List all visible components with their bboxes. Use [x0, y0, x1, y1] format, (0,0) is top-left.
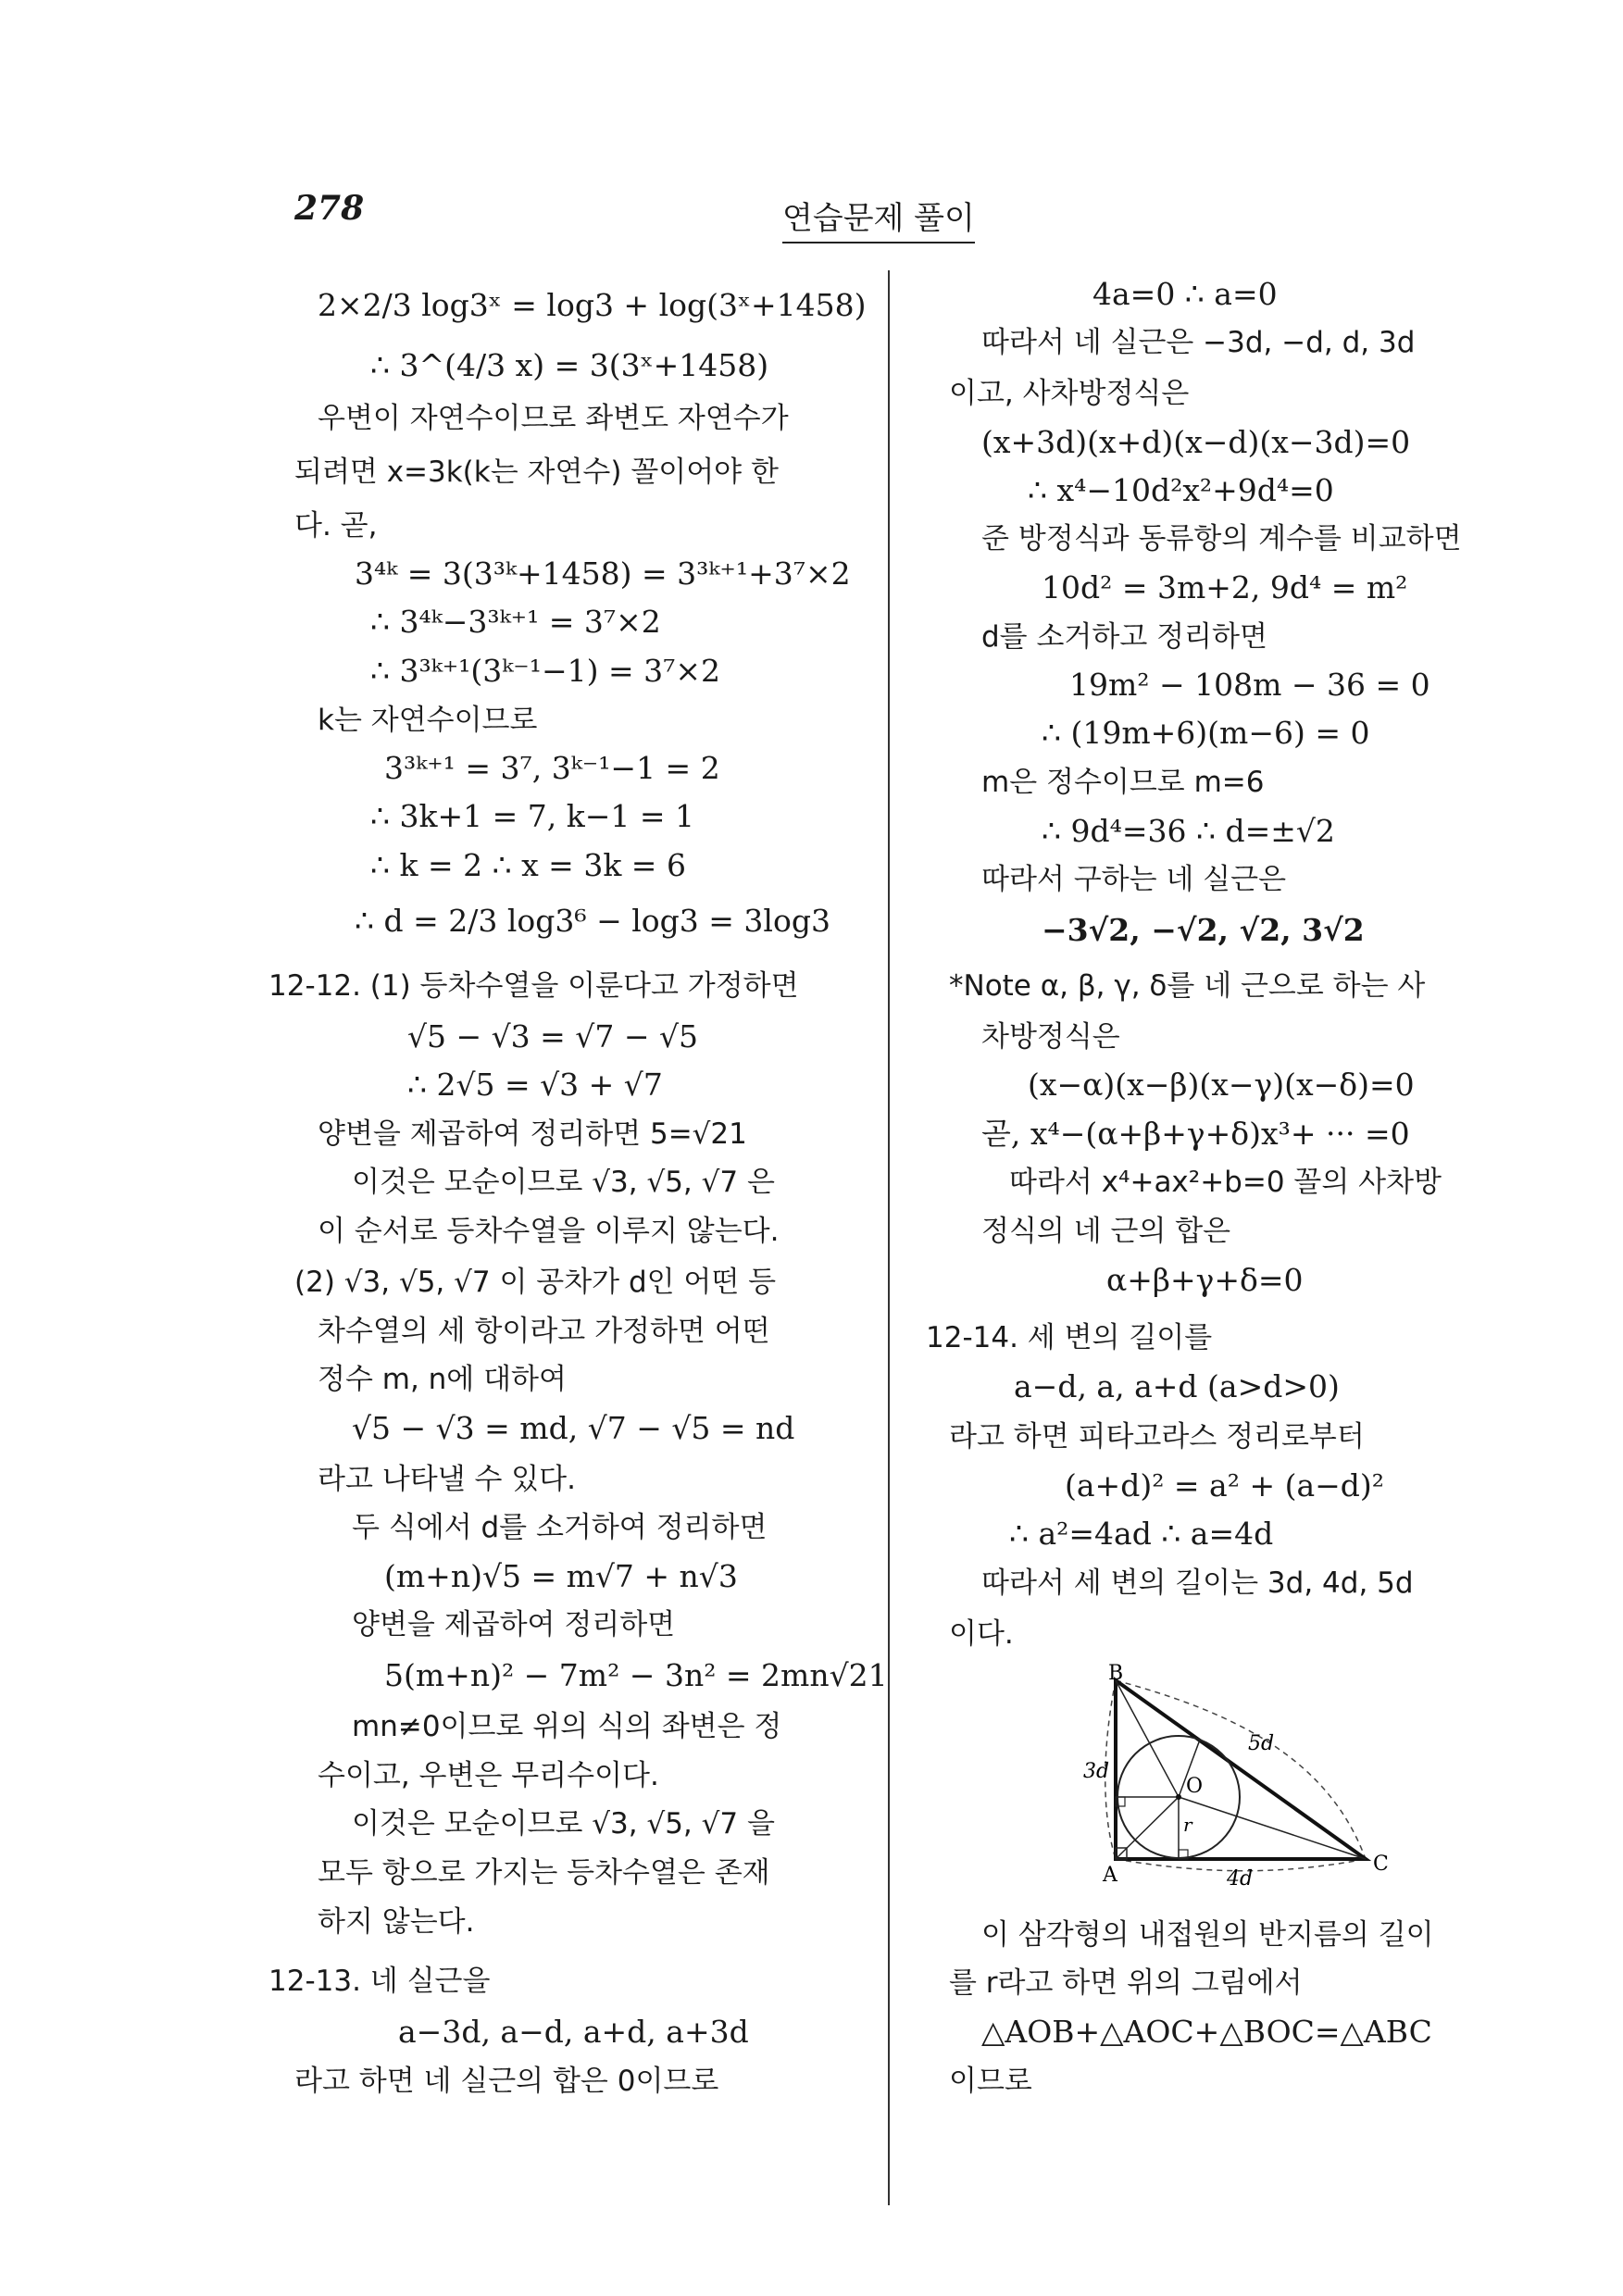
text-line: 이 삼각형의 내접원의 반지름의 길이	[981, 1918, 1434, 1952]
text-line: (x+3d)(x+d)(x−d)(x−3d)=0	[981, 424, 1411, 460]
text-line: ∴ 9d⁴=36 ∴ d=±√2	[1042, 813, 1335, 849]
text-line: a−3d, a−d, a+d, a+3d	[398, 2014, 749, 2050]
radius-r-label: r	[1183, 1814, 1192, 1836]
text-line: ∴ d = 2/3 log3⁶ − log3 = 3log3	[355, 903, 830, 939]
text-line: 3⁴ᵏ = 3(3³ᵏ+1458) = 3³ᵏ⁺¹+3⁷×2	[355, 555, 851, 592]
text-line: mn≠0이므로 위의 식의 좌변은 정	[352, 1710, 782, 1743]
text-line: ∴ 3⁴ᵏ−3³ᵏ⁺¹ = 3⁷×2	[370, 604, 661, 640]
text-line: 이므로	[949, 2065, 1032, 2098]
center-o-label: O	[1186, 1775, 1204, 1798]
text-line: m은 정수이므로 m=6	[981, 766, 1265, 799]
text-line: 양변을 제곱하여 정리하면	[352, 1608, 676, 1641]
text-line: 따라서 x⁴+ax²+b=0 꼴의 사차방	[1009, 1166, 1442, 1199]
text-line: 라고 나타낼 수 있다.	[318, 1463, 576, 1496]
text-line: 4a=0 ∴ a=0	[1092, 276, 1278, 312]
vertex-a-label: A	[1103, 1864, 1117, 1887]
page-number: 278	[294, 189, 365, 228]
text-line: 정수 m, n에 대하여	[318, 1363, 567, 1396]
text-line: (m+n)√5 = m√7 + n√3	[384, 1558, 738, 1594]
side-ac-label: 4d	[1227, 1867, 1254, 1890]
vertex-b-label: B	[1108, 1662, 1124, 1685]
text-line: 두 식에서 d를 소거하여 정리하면	[352, 1511, 768, 1544]
column-divider	[888, 270, 890, 2205]
text-line: 차방정식은	[981, 1020, 1120, 1054]
text-line: 따라서 네 실근은 −3d, −d, d, 3d	[981, 326, 1416, 359]
problem-12-13-heading: 12-13. 네 실근을	[268, 1965, 491, 1998]
text-line: 곧, x⁴−(α+β+γ+δ)x³+ ··· =0	[981, 1116, 1410, 1152]
vertex-c-label: C	[1373, 1853, 1389, 1876]
text-line: 이 순서로 등차수열을 이루지 않는다.	[318, 1215, 780, 1248]
text-line: 이고, 사차방정식은	[949, 377, 1190, 410]
text-line: 5(m+n)² − 7m² − 3n² = 2mn√21	[384, 1657, 888, 1693]
text-line: 2×2/3 log3ˣ = log3 + log(3ˣ+1458)	[318, 287, 867, 323]
page-title: 연습문제 풀이	[782, 193, 975, 243]
text-line: ∴ 2√5 = √3 + √7	[407, 1067, 663, 1103]
text-line: √5 − √3 = md, √7 − √5 = nd	[352, 1410, 795, 1446]
side-ab-label: 3d	[1083, 1760, 1110, 1783]
text-line: 라고 하면 네 실근의 합은 0이므로	[294, 2065, 719, 2098]
text-line: 이다.	[949, 1617, 1014, 1651]
text-line: 차수열의 세 항이라고 가정하면 어떤	[318, 1315, 770, 1348]
text-line: α+β+γ+δ=0	[1106, 1262, 1304, 1298]
note-heading: *Note α, β, γ, δ를 네 근으로 하는 사	[949, 969, 1426, 1003]
text-line: ∴ k = 2 ∴ x = 3k = 6	[370, 847, 686, 883]
text-line: √5 − √3 = √7 − √5	[407, 1018, 698, 1054]
text-line: 수이고, 우변은 무리수이다.	[318, 1759, 659, 1792]
text-line: 따라서 세 변의 길이는 3d, 4d, 5d	[981, 1566, 1414, 1600]
text-line: ∴ x⁴−10d²x²+9d⁴=0	[1028, 472, 1334, 508]
text-line: ∴ 3³ᵏ⁺¹(3ᵏ⁻¹−1) = 3⁷×2	[370, 653, 720, 689]
text-line: 모두 항으로 가지는 등차수열은 존재	[318, 1856, 770, 1890]
text-line: (a+d)² = a² + (a−d)²	[1065, 1467, 1385, 1504]
text-line: ∴ 3k+1 = 7, k−1 = 1	[370, 798, 694, 834]
text-line: ∴ a²=4ad ∴ a=4d	[1009, 1516, 1274, 1552]
text-line: △AOB+△AOC+△BOC=△ABC	[981, 2014, 1432, 2050]
text-line: k는 자연수이므로	[318, 704, 538, 737]
text-line: 양변을 제곱하여 정리하면 5=√21	[318, 1117, 747, 1151]
text-line: 따라서 구하는 네 실근은	[981, 863, 1287, 896]
text-line: 다. 곧,	[294, 509, 378, 543]
text-line: 10d² = 3m+2, 9d⁴ = m²	[1042, 569, 1408, 605]
text-line: 준 방정식과 동류항의 계수를 비교하면	[981, 522, 1462, 555]
answer-line: −3√2, −√2, √2, 3√2	[1042, 912, 1365, 948]
text-line: a−d, a, a+d (a>d>0)	[1014, 1368, 1340, 1404]
text-line: 우변이 자연수이므로 좌변도 자연수가	[318, 402, 789, 435]
text-line: 정식의 네 근의 합은	[981, 1215, 1231, 1248]
text-line: 이것은 모순이므로 √3, √5, √7 을	[352, 1807, 775, 1841]
text-line: 를 r라고 하면 위의 그림에서	[949, 1966, 1303, 2000]
triangle-incircle-diagram	[1083, 1662, 1403, 1892]
text-line: d를 소거하고 정리하면	[981, 620, 1267, 654]
text-line: 되려면 x=3k(k는 자연수) 꼴이어야 한	[294, 455, 779, 489]
text-line: (2) √3, √5, √7 이 공차가 d인 어떤 등	[294, 1266, 777, 1299]
text-line: 이것은 모순이므로 √3, √5, √7 은	[352, 1166, 775, 1199]
side-bc-label: 5d	[1248, 1732, 1275, 1755]
text-line: 3³ᵏ⁺¹ = 3⁷, 3ᵏ⁻¹−1 = 2	[384, 750, 720, 786]
text-line: 라고 하면 피타고라스 정리로부터	[949, 1420, 1365, 1454]
text-line: ∴ 3^(4/3 x) = 3(3ˣ+1458)	[370, 347, 769, 383]
text-line: ∴ (19m+6)(m−6) = 0	[1042, 715, 1370, 751]
text-line: 하지 않는다.	[318, 1905, 475, 1939]
problem-12-12-heading: 12-12. (1) 등차수열을 이룬다고 가정하면	[268, 969, 799, 1003]
text-line: (x−α)(x−β)(x−γ)(x−δ)=0	[1028, 1067, 1415, 1103]
problem-12-14-heading: 12-14. 세 변의 길이를	[926, 1321, 1213, 1354]
text-line: 19m² − 108m − 36 = 0	[1069, 667, 1430, 703]
